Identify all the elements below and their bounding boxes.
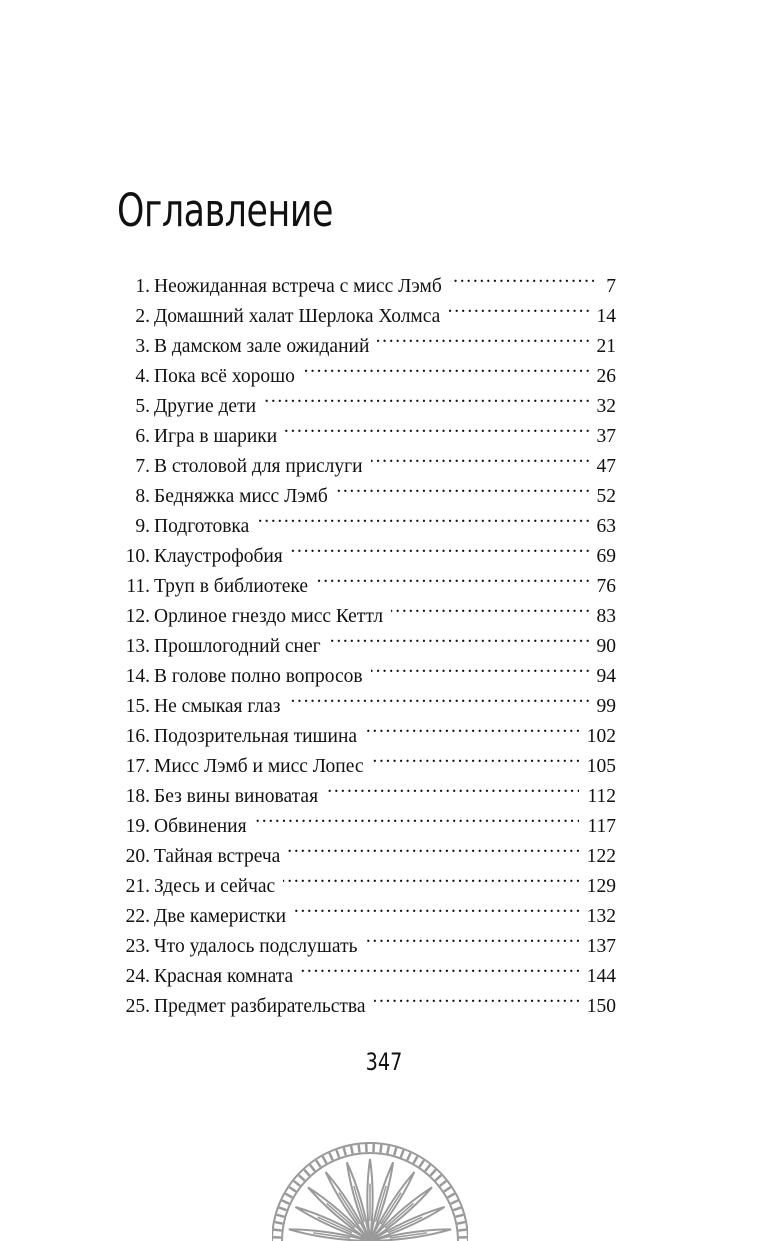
toc-entry-page: 122 xyxy=(586,846,616,867)
toc-entry-number: 13. xyxy=(125,636,150,657)
toc-entry-title: Подготовка xyxy=(154,516,250,537)
toc-entry-page: 63 xyxy=(596,516,616,537)
toc-entry-number: 10. xyxy=(125,546,150,567)
toc-entry-page: 117 xyxy=(587,816,616,837)
toc-entry-page: 76 xyxy=(596,576,616,597)
toc-entry-title: Обвинения xyxy=(154,816,247,837)
toc-leader-dots xyxy=(291,532,589,562)
toc-entry-number: 11. xyxy=(126,576,150,597)
toc-leader-dots xyxy=(326,772,579,802)
fan-ornament-icon xyxy=(272,1140,468,1241)
toc-entry-page: 37 xyxy=(596,426,616,447)
toc-entry-number: 22. xyxy=(125,906,150,927)
toc-entry-page: 69 xyxy=(596,546,616,567)
toc-leader-dots xyxy=(374,982,579,1012)
toc-entry-page: 150 xyxy=(586,996,616,1017)
toc-leader-dots xyxy=(316,562,588,592)
toc-leader-dots xyxy=(450,262,594,292)
toc-entry-number: 17. xyxy=(125,756,150,777)
toc-entry-page: 112 xyxy=(587,786,616,807)
toc-entry-page: 26 xyxy=(596,366,616,387)
toc-entry-number: 20. xyxy=(125,846,150,867)
toc-entry-title: В дамском зале ожиданий xyxy=(154,336,370,357)
toc-entry-page: 21 xyxy=(596,336,616,357)
toc-leader-dots xyxy=(371,442,589,472)
toc-entry-page: 105 xyxy=(586,756,616,777)
toc-entry-page: 144 xyxy=(586,966,616,987)
toc-leader-dots xyxy=(294,892,579,922)
toc-entry-number: 14. xyxy=(125,666,150,687)
page-number: 347 xyxy=(365,1048,403,1076)
toc-entry-number: 21. xyxy=(125,876,150,897)
toc-entry-title: Не смыкая глаз xyxy=(154,696,281,717)
toc-entry-page: 47 xyxy=(596,456,616,477)
toc-entry-title: Две камеристки xyxy=(154,906,287,927)
toc-entry-number: 2. xyxy=(135,306,150,327)
toc-entry-page: 14 xyxy=(596,306,616,327)
toc-entry-title: Подозрительная тишина xyxy=(154,726,358,747)
toc-entry-number: 16. xyxy=(125,726,150,747)
toc-leader-dots xyxy=(329,622,589,652)
toc-leader-dots xyxy=(285,412,588,442)
toc-entry-title: Труп в библиотеке xyxy=(154,576,309,597)
toc-entry-title: Неожиданная встреча с мисс Лэмб xyxy=(154,276,442,297)
toc-entry-title: Клаустрофобия xyxy=(154,546,283,567)
table-of-contents xyxy=(116,262,616,1017)
toc-entry-number: 3. xyxy=(135,336,150,357)
toc-entry-page: 99 xyxy=(596,696,616,717)
toc-entry-page: 7 xyxy=(606,276,616,297)
toc-entry-number: 25. xyxy=(125,996,150,1017)
toc-entry-title: Игра в шарики xyxy=(154,426,278,447)
toc-leader-dots xyxy=(301,952,579,982)
toc-entry-page: 102 xyxy=(586,726,616,747)
toc-entry-title: Здесь и сейчас xyxy=(154,876,276,897)
toc-entry-title: Тайная встреча xyxy=(154,846,281,867)
toc-entry-page: 94 xyxy=(596,666,616,687)
toc-entry-page: 52 xyxy=(596,486,616,507)
toc-leader-dots xyxy=(336,472,589,502)
toc-entry-title: Домашний халат Шерлока Холмса xyxy=(154,306,441,327)
toc-entry-page: 83 xyxy=(596,606,616,627)
toc-entry-title: Что удалось подслушать xyxy=(154,936,358,957)
toc-leader-dots xyxy=(377,322,588,352)
toc-entry-number: 15. xyxy=(125,696,150,717)
toc-entry-title: Мисс Лэмб и мисс Лопес xyxy=(154,756,364,777)
toc-entry-title: Без вины виноватая xyxy=(154,786,319,807)
toc-entry-page: 32 xyxy=(596,396,616,417)
toc-entry-title: В голове полно вопросов xyxy=(154,666,363,687)
toc-entry-number: 6. xyxy=(135,426,150,447)
toc-entry-title: Пока всё хорошо xyxy=(154,366,295,387)
toc-leader-dots xyxy=(303,352,589,382)
toc-entry-number: 8. xyxy=(135,486,150,507)
toc-entry-title: Бедняжка мисс Лэмб xyxy=(154,486,328,507)
toc-entry-number: 5. xyxy=(135,396,150,417)
toc-leader-dots xyxy=(283,862,579,892)
page-title: Оглавление xyxy=(117,184,334,238)
toc-leader-dots xyxy=(288,832,578,862)
toc-leader-dots xyxy=(371,652,589,682)
toc-entry-page: 129 xyxy=(586,876,616,897)
toc-entry-number: 18. xyxy=(125,786,150,807)
toc-entry-number: 24. xyxy=(125,966,150,987)
toc-entry-title: Красная комната xyxy=(154,966,294,987)
toc-entry-number: 19. xyxy=(125,816,150,837)
toc-entry-number: 1. xyxy=(135,276,150,297)
toc-leader-dots xyxy=(365,712,579,742)
toc-entry-title: Орлиное гнездо мисс Кеттл xyxy=(154,606,384,627)
toc-leader-dots xyxy=(448,292,588,322)
toc-entry-title: В столовой для прислуги xyxy=(154,456,363,477)
toc-entry-number: 12. xyxy=(125,606,150,627)
toc-entry-title: Другие дети xyxy=(154,396,257,417)
toc-entry-number: 7. xyxy=(135,456,150,477)
toc-entry-number: 9. xyxy=(135,516,150,537)
toc-entry-number: 4. xyxy=(135,366,150,387)
toc-leader-dots xyxy=(288,682,588,712)
toc-leader-dots xyxy=(264,382,588,412)
toc-entry xyxy=(116,262,616,297)
toc-leader-dots xyxy=(257,502,588,532)
toc-entry-page: 132 xyxy=(586,906,616,927)
toc-leader-dots xyxy=(391,592,588,622)
toc-entry-page: 137 xyxy=(586,936,616,957)
toc-leader-dots xyxy=(365,922,578,952)
toc-entry-title: Предмет разбирательства xyxy=(154,996,366,1017)
toc-entry-title: Прошлогодний снег xyxy=(154,636,321,657)
toc-leader-dots xyxy=(255,802,580,832)
toc-entry-page: 90 xyxy=(596,636,616,657)
toc-leader-dots xyxy=(372,742,579,772)
toc-entry-number: 23. xyxy=(125,936,150,957)
